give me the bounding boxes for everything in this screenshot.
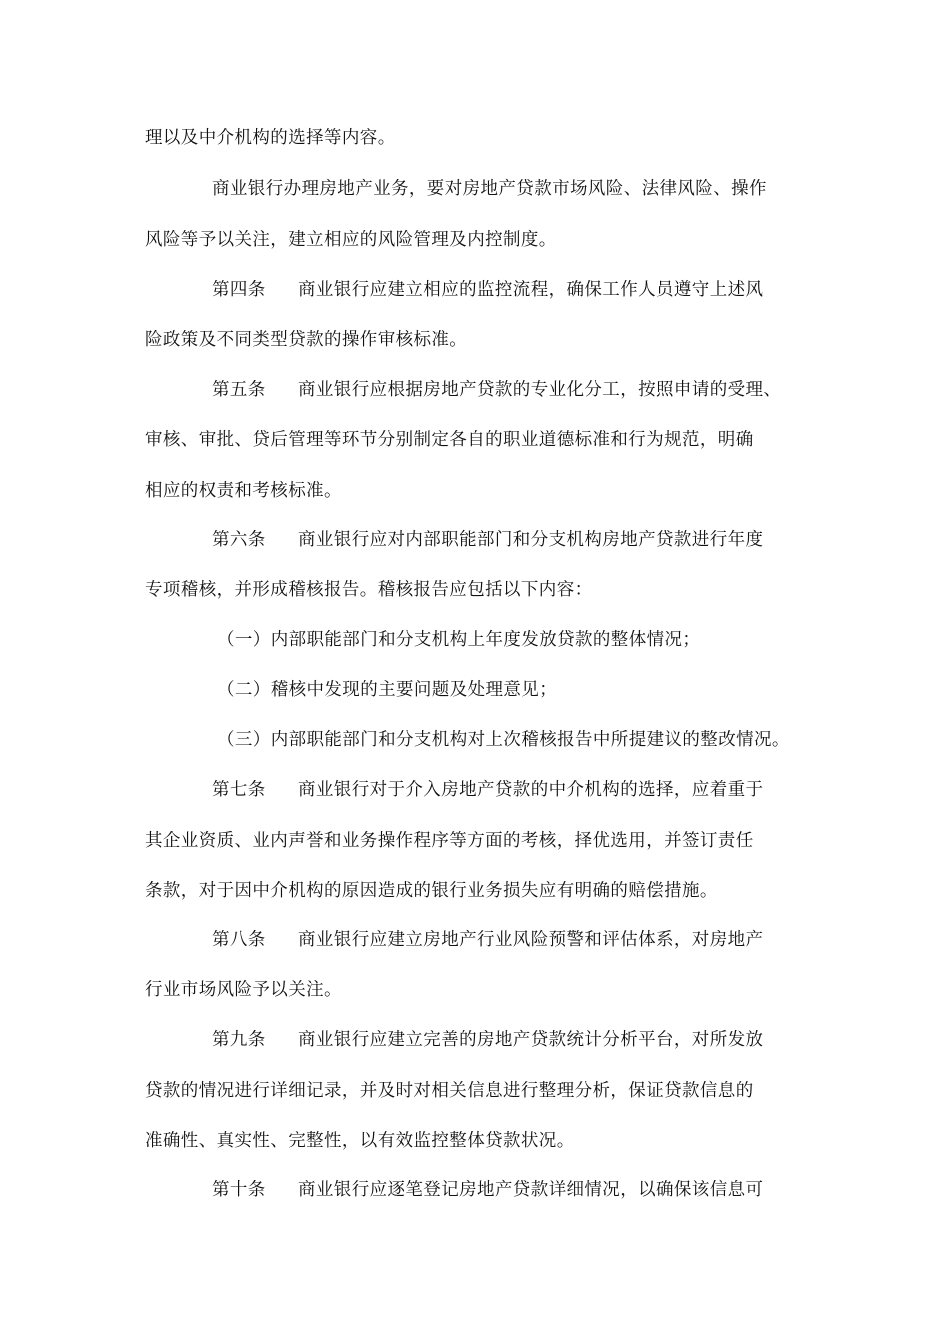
article-label: 第六条: [212, 530, 266, 550]
article-label: 第四条: [212, 280, 266, 300]
article-label: 第七条: [212, 780, 266, 800]
text-line: 理以及中介机构的选择等内容。: [145, 128, 396, 148]
article-label: 第五条: [212, 380, 266, 400]
article-9-first-line: [212, 1028, 763, 1052]
article-text: 商业银行应逐笔登记房地产贷款详细情况，以确保该信息可: [298, 1180, 764, 1200]
article-text: 商业银行应对内部职能部门和分支机构房地产贷款进行年度: [298, 530, 764, 550]
text-line: 行业市场风险予以关注。: [145, 980, 342, 1000]
article-5-first-line: [212, 378, 781, 402]
paragraph-first-line: 商业银行办理房地产业务，要对房地产贷款市场风险、法律风险、操作: [212, 179, 767, 199]
text-line: 准确性、真实性、完整性，以有效监控整体贷款状况。: [145, 1131, 575, 1151]
article-10-first-line: [212, 1178, 763, 1202]
text-line: 其企业资质、业内声誉和业务操作程序等方面的考核，择优选用，并签订责任: [145, 831, 754, 851]
article-text: 商业银行应根据房地产贷款的专业化分工，按照申请的受理、: [298, 380, 782, 400]
article-6-first-line: [212, 528, 763, 552]
text-line: 相应的权责和考核标准。: [145, 481, 342, 501]
article-8-first-line: [212, 928, 763, 952]
text-line: 专项稽核，并形成稽核报告。稽核报告应包括以下内容：: [145, 580, 593, 600]
text-line: 审核、审批、贷后管理等环节分别制定各自的职业道德标准和行为规范，明确: [145, 430, 754, 450]
article-7-first-line: [212, 778, 763, 802]
article-label: 第八条: [212, 930, 266, 950]
text-line: 风险等予以关注，建立相应的风险管理及内控制度。: [145, 230, 557, 250]
article-label: 第十条: [212, 1180, 266, 1200]
list-item: （二）稽核中发现的主要问题及处理意见；: [217, 680, 558, 700]
article-text: 商业银行应建立相应的监控流程，确保工作人员遵守上述风: [298, 280, 764, 300]
list-item: （一）内部职能部门和分支机构上年度发放贷款的整体情况；: [217, 630, 701, 650]
article-text: 商业银行应建立完善的房地产贷款统计分析平台，对所发放: [298, 1030, 764, 1050]
text-line: 贷款的情况进行详细记录，并及时对相关信息进行整理分析，保证贷款信息的: [145, 1081, 754, 1101]
list-item: （三）内部职能部门和分支机构对上次稽核报告中所提建议的整改情况。: [217, 730, 790, 750]
text-line: 险政策及不同类型贷款的操作审核标准。: [145, 330, 468, 350]
article-text: 商业银行对于介入房地产贷款的中介机构的选择，应着重于: [298, 780, 764, 800]
text-line: 条款，对于因中介机构的原因造成的银行业务损失应有明确的赔偿措施。: [145, 881, 718, 901]
article-4-first-line: [212, 278, 763, 302]
article-text: 商业银行应建立房地产行业风险预警和评估体系，对房地产: [298, 930, 764, 950]
article-label: 第九条: [212, 1030, 266, 1050]
